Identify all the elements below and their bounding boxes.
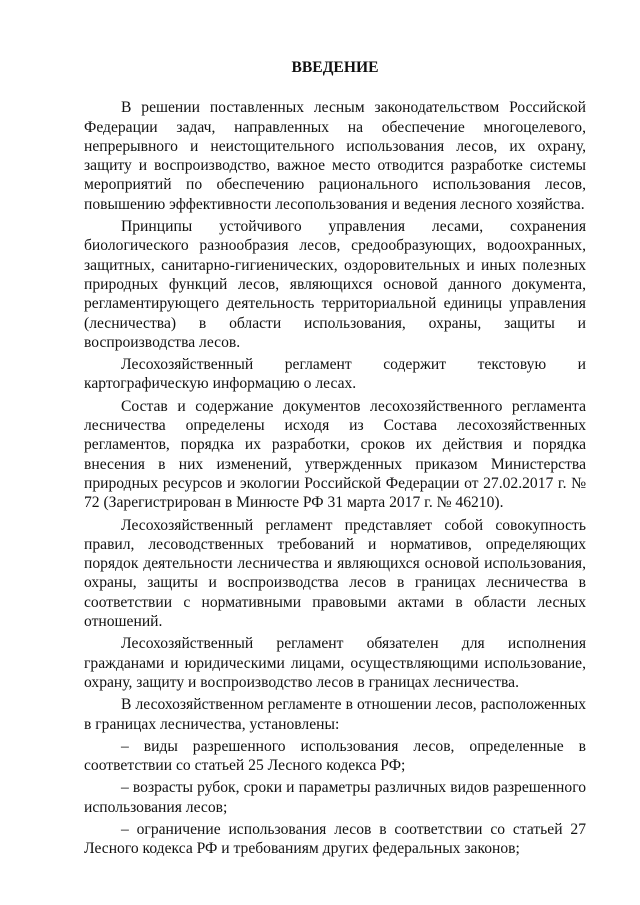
paragraph-intro: В решении поставленных лесным законодательством Российской Федерации задач, направленных на обеспечение многоцелевого, непрерывного и неистощительного использования лесов, их охрану, защиту и воспроизводство, важное место отводится разработке системы мероприятий по обеспечению рационального использования лесов, повышению эффективности лесопользования и ведения лесного хозяйства. [84,99,586,213]
paragraph-obligation: Лесохозяйственный регламент обязателен для исполнения гражданами и юридическими лицами, осуществляющими использование, охрану, защиту и воспроизводство лесов в границах лесничества. [84,635,586,691]
list-item-felling-ages: – возрасты рубок, сроки и параметры различных видов разрешенного использования лесов; [84,779,586,816]
paragraph-regulation-content: Лесохозяйственный регламент содержит текстовую и картографическую информацию о лесах. [84,356,586,393]
document-body [84,58,586,862]
paragraph-definition: Лесохозяйственный регламент представляет собой совокупность правил, лесоводственных требований и нормативов, определяющих порядок деятельности лесничества и являющихся основой использования, охраны, защиты и воспроизводства лесов в границах лесничества в соответствии с нормативными правовыми актами в области лесных отношений. [84,516,586,631]
list-item-usage-types: – виды разрешенного использования лесов, определенные в соответствии со статьей 25 Лесного кодекса РФ; [84,737,586,775]
paragraph-established-list-intro: В лесохозяйственном регламенте в отношении лесов, расположенных в границах лесничества, установлены: [84,696,586,733]
list-item-usage-restrictions: – ограничение использования лесов в соответствии со статьей 27 Лесного кодекса РФ и требованиям других федеральных законов; [84,820,586,858]
paragraph-principles: Принципы устойчивого управления лесами, сохранения биологического разнообразия лесов, средообразующих, водоохранных, защитных, санитарно-гигиенических, оздоровительных и иных полезных природных функций лесов, являющихся основой данного документа, регламентирующего деятельность территориальной единицы управления (лесничества) в области использования, охраны, защиты и воспроизводства лесов. [84,218,586,351]
section-heading: ВВЕДЕНИЕ [291,59,379,76]
paragraph-composition: Состав и содержание документов лесохозяйственного регламента лесничества определены исходя из Состава лесохозяйственных регламентов, порядка их разработки, сроков их действия и порядка внесения в них изменений, утвержденных приказом Министерства природных ресурсов и экологии Российской Федерации от 27.02.2017 г. № 72 (Зарегистрирован в Минюсте РФ 31 марта 2017 г. № 46210). [84,397,586,512]
